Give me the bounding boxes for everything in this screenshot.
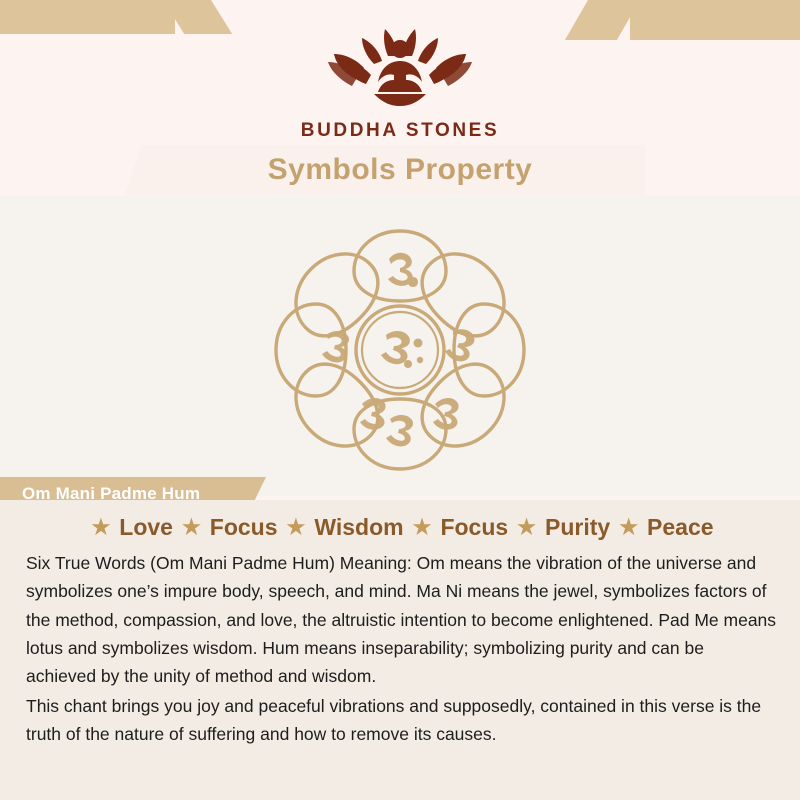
om-mani-tag-label: Om Mani Padme Hum xyxy=(22,484,201,503)
eight-petal-lotus-mandala-icon xyxy=(250,205,550,495)
keyword-purity: Purity xyxy=(545,514,611,540)
content-panel xyxy=(0,500,800,800)
lotus-meditation-figure-icon xyxy=(300,18,500,114)
star-icon: ★ xyxy=(91,516,111,539)
star-icon: ★ xyxy=(286,516,306,539)
brand-logo-block xyxy=(0,18,800,142)
star-icon: ★ xyxy=(412,516,432,539)
star-icon: ★ xyxy=(517,516,536,539)
description-paragraph-1: Six True Words (Om Mani Padme Hum) Meaning: Om means the vibration of the universe and symbolizes one’s impure body, speech, and mind. Ma Ni means the jewel, symbolizes factors of the method, compassion, and love, the altruistic intention to become enlightened. Pad Me means lotus and symbolizes wisdom. Hum means inseparability; symbolizing purity and can be achieved by the unity of method and wisdom. xyxy=(26,553,777,687)
description-paragraph-2: This chant brings you joy and peaceful vibrations and supposedly, contained in this verse is the truth of the nature of suffering and how to remove its causes. xyxy=(26,695,762,745)
star-icon: ★ xyxy=(181,516,201,539)
keyword-list xyxy=(26,514,778,541)
keyword-love: Love xyxy=(119,514,173,540)
brand-name: BUDDHA STONES xyxy=(300,120,500,141)
keyword-wisdom: Wisdom xyxy=(314,514,404,540)
keyword-focus-2: Focus xyxy=(440,514,509,540)
page-title: Symbols Property xyxy=(267,153,533,186)
title-banner xyxy=(155,145,645,195)
star-icon: ★ xyxy=(619,516,639,539)
keyword-focus-1: Focus xyxy=(209,514,278,540)
keyword-peace: Peace xyxy=(647,514,714,540)
